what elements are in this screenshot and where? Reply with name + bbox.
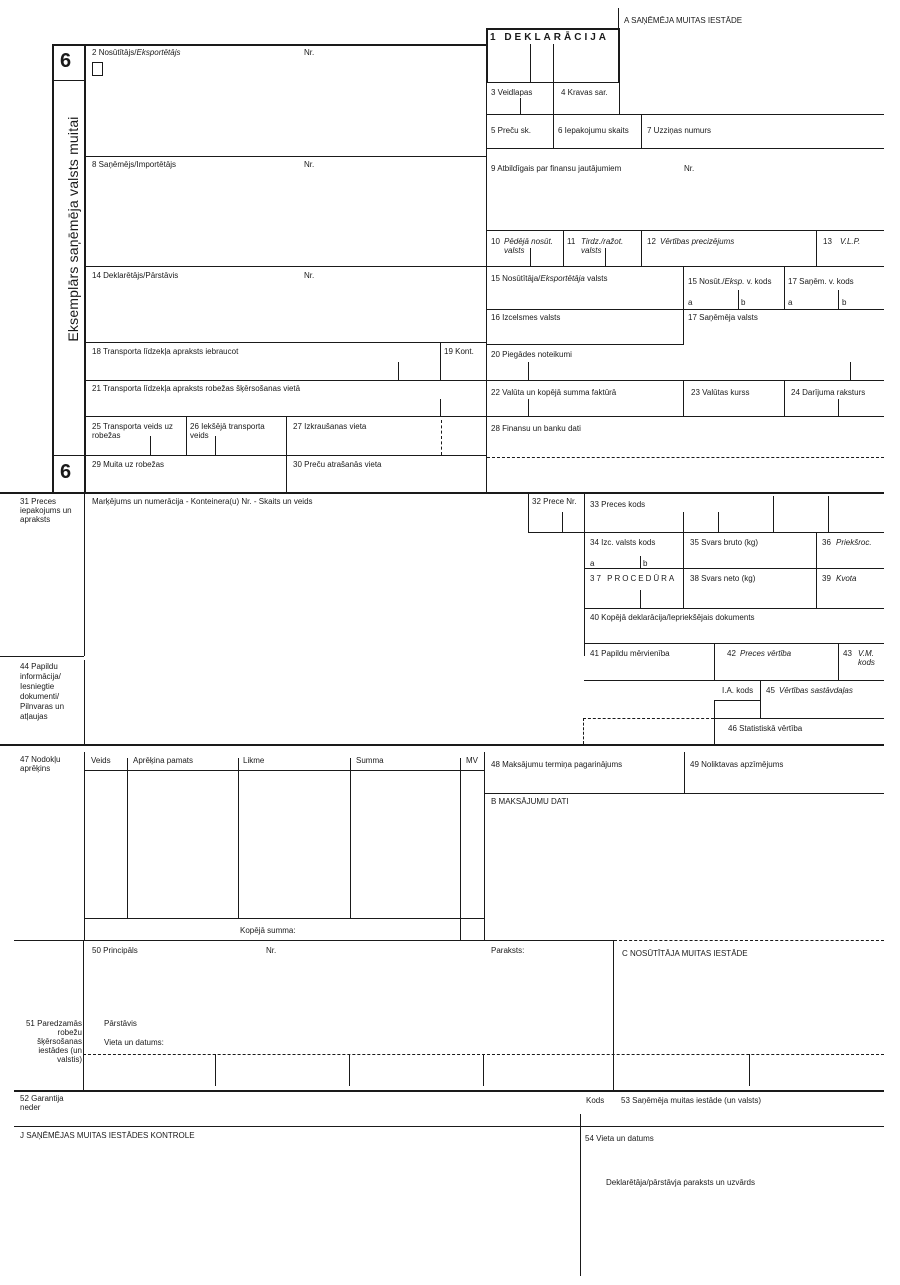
box-36-num: 36 <box>822 538 831 547</box>
box-43-label: V.M. kods <box>858 649 875 667</box>
box-39-num: 39 <box>822 574 831 583</box>
col-likme: Likme <box>243 756 265 765</box>
box-15a-sub-b: b <box>741 298 746 307</box>
box-12-num: 12 <box>647 237 656 246</box>
total-sum-label: Kopējā summa: <box>240 926 296 935</box>
vertical-copy-title: Eksemplārs saņēmēja valsts muitai <box>65 116 81 342</box>
box-13-num: 13 <box>823 237 832 246</box>
code-label: Kods <box>586 1096 605 1105</box>
box-2-nr: Nr. <box>304 48 315 57</box>
box-43-num: 43 <box>843 649 852 658</box>
box-7-label: 7 Uzziņas numurs <box>647 126 712 135</box>
box-1-declaration-label: 1 DEKLARĀCIJA <box>490 32 610 43</box>
box-12-label: Vērtības precizējums <box>660 237 735 246</box>
box-2-label: 2 Nosūtītājs/Eksportētājs <box>92 48 181 57</box>
box-6-label: 6 Iepakojumu skaits <box>558 126 629 135</box>
box-41-label: 41 Papildu mērvienība <box>590 649 670 658</box>
box-49-label: 49 Noliktavas apzīmējums <box>690 760 784 769</box>
box-34-sub-a: a <box>590 559 595 568</box>
box-17-label: 17 Saņēmēja valsts <box>688 313 758 322</box>
box-45-num: 45 <box>766 686 775 695</box>
box-35-label: 35 Svars bruto (kg) <box>690 538 759 547</box>
box-4-label: 4 Kravas sar. <box>561 88 608 97</box>
col-summa: Summa <box>356 756 384 765</box>
box-31-title: 31 Preces iepakojums un apraksts <box>20 497 72 524</box>
box-13-label: V.L.P. <box>840 237 861 246</box>
place-date-label: Vieta un datums: <box>104 1038 164 1047</box>
box-22-label: 22 Valūta un kopējā summa faktūrā <box>491 388 617 397</box>
box-42-num: 42 <box>727 649 736 658</box>
col-pamats: Aprēķina pamats <box>133 756 194 765</box>
box-16-label: 16 Izcelsmes valsts <box>491 313 561 322</box>
box-29-label: 29 Muita uz robežas <box>92 460 165 469</box>
box-11-num: 11 <box>567 237 576 246</box>
box-b-label: B MAKSĀJUMU DATI <box>491 797 569 806</box>
box-51-label: 51 Paredzamās robežu šķērsošanas iestādes (un valstis) <box>25 1019 82 1064</box>
box-47-label: 47 Nodokļu aprēķins <box>20 755 61 773</box>
box-39-label: Kvota <box>836 574 857 583</box>
box-37-label: 37 PROCEDŪRA <box>590 574 677 583</box>
box-2-checkbox[interactable] <box>92 62 103 76</box>
box-17a-sub-a: a <box>788 298 793 307</box>
box-17a-sub-b: b <box>842 298 847 307</box>
box-14-label: 14 Deklarētājs/Pārstāvis <box>92 271 179 280</box>
box-8-label: 8 Saņēmējs/Importētājs <box>92 160 177 169</box>
box-ia-code-label: I.A. kods <box>722 686 754 695</box>
signature-label: Paraksts: <box>491 946 525 955</box>
col-veids: Veids <box>91 756 111 765</box>
box-10-label: Pēdējā nosūt. valsts <box>504 237 553 255</box>
box-48-label: 48 Maksājumu termiņa pagarinājums <box>491 760 623 769</box>
box-40-label: 40 Kopējā deklarācija/Iepriekšējais dokuments <box>590 613 755 622</box>
box-9-nr: Nr. <box>684 164 695 173</box>
box-c-label: C NOSŪTĪTĀJA MUITAS IESTĀDE <box>622 949 748 958</box>
box-44-label: 44 Papildu informācija/ Iesniegtie dokumenti/ Pilnvaras un atļaujas <box>20 662 65 721</box>
box-5-label: 5 Preču sk. <box>491 126 532 135</box>
box-8-nr: Nr. <box>304 160 315 169</box>
box-31-text: Marķējums un numerācija - Konteinera(u) Nr. - Skaits un veids <box>92 497 313 506</box>
copy-number-top: 6 <box>60 50 72 72</box>
box-17a-label: 17 Saņēm. v. kods <box>788 277 854 286</box>
box-24-label: 24 Darījuma raksturs <box>791 388 866 397</box>
box-28-label: 28 Finansu un banku dati <box>491 424 581 433</box>
box-46-label: 46 Statistiskā vērtība <box>728 724 803 733</box>
box-27-label: 27 Izkraušanas vieta <box>293 422 367 431</box>
box-32-label: 32 Prece Nr. <box>532 497 577 506</box>
box-15a-label: 15 Nosūt./Eksp. v. kods <box>688 277 772 286</box>
box-20-label: 20 Piegādes noteikumi <box>491 350 572 359</box>
box-45-label: Vērtības sastāvdaļas <box>779 686 853 695</box>
box-53-label: 53 Saņēmēja muitas iestāde (un valsts) <box>621 1096 762 1105</box>
box-26-label: 26 Iekšējā transporta veids <box>190 422 265 440</box>
box-50-nr: Nr. <box>266 946 277 955</box>
box-15-label: 15 Nosūtītāja/Eksportētāja valsts <box>491 274 608 283</box>
col-mv: MV <box>466 756 478 765</box>
representative-label: Pārstāvis <box>104 1019 137 1028</box>
box-14-nr: Nr. <box>304 271 315 280</box>
box-19-label: 19 Kont. <box>444 347 474 356</box>
box-42-label: Preces vērtība <box>740 649 792 658</box>
box-30-label: 30 Preču atrašanās vieta <box>293 460 382 469</box>
box-9-label: 9 Atbildīgais par finansu jautājumiem <box>491 164 622 173</box>
box-34-sub-b: b <box>643 559 648 568</box>
box-11-label: Tirdz./ražot. valsts <box>581 237 624 255</box>
box-21-label: 21 Transporta līdzekļa apraksts robežas šķērsošanas vietā <box>92 384 301 393</box>
box-18-label: 18 Transporta līdzekļa apraksts iebraucot <box>92 347 239 356</box>
box-a-label: A SAŅĒMĒJA MUITAS IESTĀDE <box>624 16 743 25</box>
copy-number-bottom: 6 <box>60 461 72 483</box>
box-36-label: Priekšroc. <box>836 538 872 547</box>
box-3-label: 3 Veidlapas <box>491 88 533 97</box>
box-52-label: 52 Garantija neder <box>20 1094 64 1112</box>
box-54-label: 54 Vieta un datums <box>585 1134 654 1143</box>
box-j-label: J SAŅĒMĒJAS MUITAS IESTĀDES KONTROLE <box>20 1131 195 1140</box>
box-25-label: 25 Transporta veids uz robežas <box>92 422 173 440</box>
box-10-num: 10 <box>491 237 500 246</box>
box-33-label: 33 Preces kods <box>590 500 646 509</box>
box-38-label: 38 Svars neto (kg) <box>690 574 756 583</box>
box-15a-sub-a: a <box>688 298 693 307</box>
box-50-label: 50 Principāls <box>92 946 138 955</box>
box-23-label: 23 Valūtas kurss <box>691 388 750 397</box>
box-34-label: 34 Izc. valsts kods <box>590 538 656 547</box>
declarant-signature-label: Deklarētāja/pārstāvja paraksts un uzvārds <box>606 1178 755 1187</box>
